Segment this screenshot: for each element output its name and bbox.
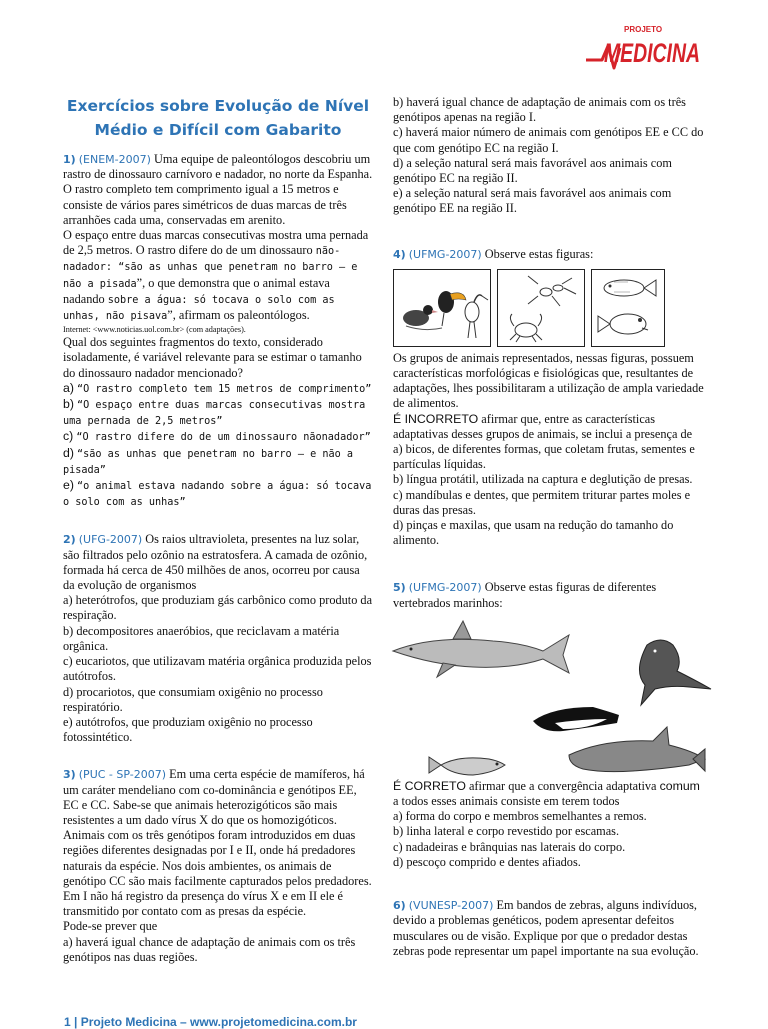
question-4-stem — [393, 412, 705, 442]
option-c: c) mandíbulas e dentes, que permitem triturar partes moles e duras das presas. — [393, 487, 691, 517]
question-1-paragraph-2: O rastro completo tem comprimento igual a 15 metros e consiste de vários pares simétricos de duas marcas de três arranhões cada uma, conservadas em arenito. — [63, 182, 347, 227]
option-d — [63, 446, 373, 478]
fishes-illustration — [592, 270, 664, 346]
spacer — [63, 510, 373, 532]
option-d: d) pinças e maxilas, que usam na redução do tamanho do alimento. — [393, 518, 674, 548]
left-column — [63, 94, 373, 965]
option-e: e) autótrofos, que produziam oxigênio no processo fotossintético. — [63, 714, 313, 745]
question-number: 1) — [63, 153, 76, 166]
page-footer: 1 | Projeto Medicina – www.projetomedicina.com.br — [64, 1015, 357, 1029]
stem-text: afirmar que, entre as características adaptativas desses grupos de animais, se inclui a presença de — [393, 411, 693, 441]
option-c — [63, 429, 373, 445]
option-text: “O rastro completo tem 15 metros de comprimento” — [77, 383, 372, 395]
question-source: (UFMG-2007) — [408, 247, 482, 261]
option-a — [63, 381, 373, 397]
question-6 — [393, 898, 705, 959]
option-text: “o animal estava nadando sobre a água: só tocava o solo com as unhas” — [63, 481, 372, 509]
question-5-stem — [393, 779, 705, 809]
option-c: c) nadadeiras e brânquias nas laterais do corpo. — [393, 839, 626, 854]
option-label: c) — [63, 429, 74, 444]
option-text: “O rastro difere do de um dinossauro nãonadador” — [76, 432, 371, 444]
option-label: d) — [63, 445, 74, 460]
question-text: Em bandos de zebras, alguns indivíduos, devido a problemas genéticos, podem apresentar defeitos musculares ou de visão. Explique por que o predador destas zebras pode representar um papel importante na sua evolução. — [393, 898, 699, 958]
fishes-figure — [591, 269, 665, 347]
question-3 — [63, 767, 373, 965]
option-label: e) — [63, 478, 74, 493]
marine-vertebrates-figure — [393, 615, 705, 775]
emphasis-text: comum — [659, 778, 700, 793]
birds-figure — [393, 269, 491, 347]
spacer — [393, 548, 705, 580]
question-5-intro — [393, 580, 705, 610]
spacer — [63, 745, 373, 767]
question-number: 5) — [393, 581, 406, 595]
emphasis-text: É INCORRETO — [393, 411, 479, 426]
question-4 — [393, 247, 705, 549]
stem-text: a todos esses animais consiste em terem todos — [393, 794, 620, 809]
question-source: (PUC - SP-2007) — [78, 768, 167, 782]
q3-option-e: e) a seleção natural será mais favorável aos animais com genótipo EE na região II. — [393, 186, 672, 216]
option-b: b) linha lateral e corpo revestido por escamas. — [393, 824, 620, 839]
marine-vertebrates-illustration — [393, 615, 705, 775]
question-2-intro — [63, 532, 373, 593]
option-d: d) pescoço comprido e dentes afiados. — [393, 854, 581, 869]
question-text: Em uma certa espécie de mamíferos, há um caráter mendeliano com co-dominância e genótipos EE, EC e CC. Sabe-se que animais heterozigóticos são mais resistentes a um dado vírus X do que os homozigóticos. Animais com os três genótipos foram introduzidos em duas regiões diferentes designadas por I e II, onde há predadores naturais da espécie. Nos dois ambientes, os animais de genótipo CC são mais facilmente capturados pelos predadores. Em I não há registro da presença do vírus X e em II ele é transmitido por contato com as presas da espécie. — [63, 767, 372, 919]
text-run: não-nadador: “ — [63, 246, 341, 274]
q3-option-d: d) a seleção natural será mais favorável aos animais com genótipo EC na região II. — [393, 155, 672, 186]
option-b: b) língua protátil, utilizada na captura e deglutição de presas. — [393, 472, 693, 487]
logo-main-text: MEDICINA — [604, 38, 700, 68]
question-2 — [63, 532, 373, 745]
question-1 — [63, 152, 373, 510]
question-4-text: Os grupos de animais representados, nessas figuras, possuem características morfológicas e fisiológicas que, resultantes de adaptações, lhes possibilitaram a utilização de ampla variedade de alimentos. — [393, 350, 704, 411]
quoted-text: são as unhas que penetram no barro — e não a pisada — [63, 262, 358, 290]
question-source: (ENEM-2007) — [78, 153, 151, 166]
question-number: 2) — [63, 533, 76, 547]
option-label: a) — [63, 380, 74, 395]
logo-graphic — [584, 18, 702, 78]
text-run: O espaço entre duas marcas consecutivas mostra uma pernada de 2,5 metros. O rastro difere do de um dinossauro — [63, 228, 369, 258]
question-text: Observe estas figuras de diferentes vertebrados marinhos: — [393, 580, 657, 610]
option-e — [63, 478, 373, 510]
question-3-intro — [63, 767, 373, 919]
question-1-prompt: Qual dos seguintes fragmentos do texto, considerado isoladamente, é variável relevante para se estimar o tamanho do dinossauro nadador mencionado? — [63, 335, 362, 380]
option-c: c) eucariotos, que utilizavam matéria orgânica produzida pelos autótrofos. — [63, 654, 372, 684]
question-number: 3) — [63, 768, 76, 782]
question-number: 6) — [393, 899, 406, 913]
option-b — [63, 397, 373, 429]
q3-option-b: b) haverá igual chance de adaptação de animais com os três genótipos apenas na região I. — [393, 95, 686, 125]
question-source: (UFMG-2007) — [408, 581, 482, 595]
question-3-prompt: Pode-se prever que — [63, 919, 158, 934]
text-run: ”, afirmam os paleontólogos. — [167, 308, 310, 323]
question-6-intro — [393, 898, 705, 959]
question-4-intro — [393, 247, 705, 262]
question-text: Observe estas figuras: — [484, 246, 594, 261]
citation: Internet: <www.noticias.uol.com.br> (com adaptações). — [63, 325, 246, 335]
spacer — [393, 870, 705, 898]
question-text: Uma equipe de paleontólogos descobriu um rastro de dinossauro carnívoro e nadador, no norte da Espanha. — [63, 152, 373, 182]
q3-option-c: c) haverá maior número de animais com genótipos EE e CC do que com genótipo EC na região I. — [393, 125, 704, 155]
option-a: a) heterótrofos, que produziam gás carbônico como produto da respiração. — [63, 593, 373, 623]
stem-text: afirmar que a convergência adaptativa — [468, 778, 657, 793]
option-d: d) procariotos, que consumiam oxigênio no processo respiratório. — [63, 684, 323, 714]
option-text: “são as unhas que penetram no barro — e não a pisada” — [63, 448, 354, 476]
projeto-medicina-logo — [584, 18, 702, 78]
animal-figures — [393, 269, 705, 347]
quoted-text: sobre a água: só tocava o solo com as unhas, não pisava — [63, 294, 335, 323]
right-column — [393, 95, 705, 959]
logo-small-text: PROJETO — [624, 25, 663, 34]
document-title: Exercícios sobre Evolução de Nível Médio e Difícil com Gabarito — [66, 97, 370, 139]
question-text: Os raios ultravioleta, presentes na luz solar, são filtrados pelo ozônio na estratosfera. A camada de ozônio, formada há cerca de 450 milhões de anos, ocorreu por causa da evolução de organismos — [63, 532, 368, 593]
question-source: (VUNESP-2007) — [408, 899, 494, 913]
option-b: b) decompositores anaeróbios, que reciclavam a matéria orgânica. — [63, 623, 340, 653]
birds-illustration — [394, 270, 490, 346]
arthropods-illustration — [498, 270, 584, 346]
spacer — [393, 217, 705, 247]
question-1-intro — [63, 152, 373, 182]
option-text: “O espaço entre duas marcas consecutivas mostra uma pernada de 2,5 metros” — [63, 400, 366, 428]
question-5 — [393, 580, 705, 870]
question-1-paragraph-3 — [63, 228, 373, 324]
emphasis-text: É CORRETO — [393, 778, 466, 793]
text-run: ”, o que demonstra que o animal estava nadando — [63, 275, 330, 306]
option-label: b) — [63, 397, 74, 412]
option-a: a) forma do corpo e membros semelhantes a remos. — [393, 809, 647, 824]
arthropods-figure — [497, 269, 585, 347]
question-number: 4) — [393, 247, 406, 261]
option-a: a) haverá igual chance de adaptação de animais com os três genótipos nas duas regiões. — [63, 934, 356, 964]
option-a: a) bicos, de diferentes formas, que coletam frutas, sementes e partículas líquidas. — [393, 442, 695, 472]
question-source: (UFG-2007) — [78, 533, 143, 547]
